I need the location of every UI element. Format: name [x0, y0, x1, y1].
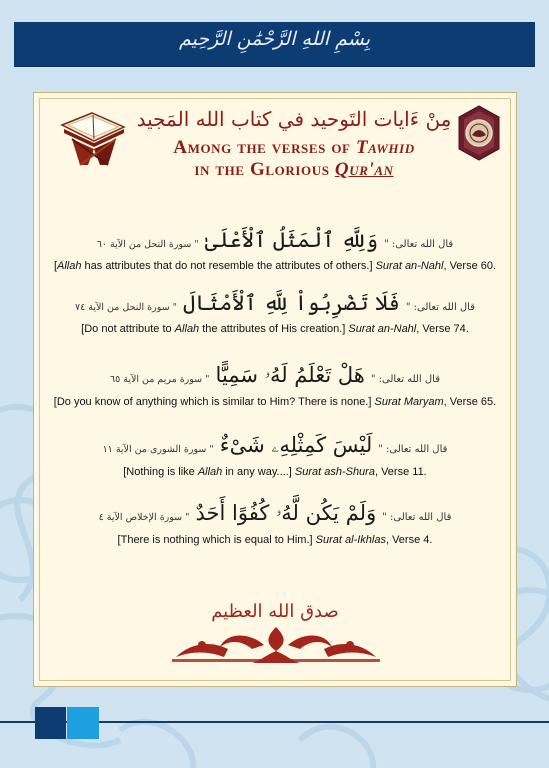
verse-4-en-text: in any way....]	[222, 466, 295, 478]
verse-4-intro: قال الله تعالى: "	[378, 444, 448, 455]
title-english-line1	[173, 137, 415, 158]
verse-2-en-surah: Surat an-Nahl	[348, 323, 417, 335]
basmala-calligraphy: بِسْمِ اللهِ الرَّحْمَٰنِ الرَّحِيم	[179, 28, 370, 50]
verse-1-en-surah: Surat an-Nahl	[375, 260, 444, 272]
verse-1-translation	[34, 260, 516, 272]
verse-1-en-allah: Allah	[57, 260, 82, 272]
title-english-line2	[194, 159, 393, 180]
verse-3-reference: " سورة مريم من الآية ٦٥	[110, 374, 210, 385]
verse-1-intro: قال الله تعالى: "	[384, 239, 454, 250]
title-english-tawhid: Tawhid	[355, 137, 415, 158]
header-band	[14, 22, 535, 66]
verse-3-arabic-line	[34, 363, 516, 388]
verse-block-1	[34, 228, 516, 272]
verse-5-arabic-line	[34, 501, 516, 526]
verse-block-5	[34, 501, 516, 546]
verse-4-en-surah: Surat ash-Shura	[294, 466, 375, 478]
verse-4-arabic: لَيْسَ كَمِثْلِهِۦ شَىْءٌ	[219, 433, 373, 457]
verse-1-en-text: has attributes that do not resemble the attributes of others.]	[81, 260, 376, 272]
verse-3-en-surah: Surat Maryam	[374, 396, 444, 408]
verse-1-reference: " سورة النحل من الآية ٦٠	[96, 239, 199, 250]
verse-4-reference: " سورة الشورى من الآية ١١	[102, 444, 214, 455]
verse-1-arabic: وَلِلَّهِ ٱلْمَثَلُ ٱلْأَعْلَىٰ	[204, 228, 379, 252]
quran-seal-icon	[457, 105, 501, 161]
verse-2-arabic-line	[34, 291, 516, 315]
verse-2-reference: " سورة النحل من الآية ٧٤	[74, 302, 177, 313]
content-card	[33, 92, 517, 687]
footer-navy-square	[35, 707, 66, 739]
verse-1-en-verse: , Verse 60.	[443, 260, 497, 272]
verse-3-intro: قال الله تعالى: "	[370, 374, 440, 385]
verse-5-translation	[34, 534, 516, 546]
verse-1-arabic-line	[34, 228, 516, 252]
title-arabic: مِنْ ءَايات التَوحيد في كتاب الله المَجيد	[136, 107, 452, 131]
verse-3-arabic: هَلْ تَعْلَمُ لَهُۥ سَمِيًّا	[215, 363, 365, 387]
verse-block-2	[34, 291, 516, 335]
title-english-line1-text: Among the verses of	[173, 137, 356, 158]
verse-5-intro: قال الله تعالى: "	[382, 512, 452, 523]
closing-phrase: صدق الله العظيم	[211, 601, 339, 622]
verse-4-en-allah: Allah	[197, 466, 223, 478]
verse-2-en-pre: [Do not attribute to	[81, 323, 175, 335]
floral-ornament-icon	[168, 625, 384, 665]
verse-3-en-text: [Do you know of anything which is similar to Him? There is none.]	[53, 396, 375, 408]
verse-4-arabic-line	[34, 433, 516, 458]
verse-2-en-text: the attributes of His creation.]	[199, 323, 349, 335]
verse-2-arabic: فَلَا تَضْرِبُواْ لِلَّهِ ٱلْأَمْثَالَ	[182, 291, 400, 315]
verse-2-en-allah: Allah	[174, 323, 200, 335]
verse-5-en-surah: Surat al-Ikhlas	[315, 534, 386, 546]
title-english-line2-text: in the Glorious	[194, 159, 335, 180]
title-english-quran: Qur'an	[334, 159, 394, 180]
title-english	[134, 137, 454, 181]
quran-stand-icon	[58, 103, 128, 167]
verse-block-3	[34, 363, 516, 408]
verse-1-en-pre: [	[53, 260, 57, 272]
verse-5-arabic: وَلَمْ يَكُن لَّهُۥ كُفُوًا أَحَدٌ	[195, 501, 377, 525]
verse-4-translation	[34, 466, 516, 478]
verse-2-intro: قال الله تعالى: "	[405, 302, 475, 313]
verse-5-reference: " سورة الإخلاص الآية ٤	[98, 512, 190, 523]
verse-block-4	[34, 433, 516, 478]
verse-5-en-verse: , Verse 4.	[385, 534, 433, 546]
verse-2-translation	[34, 323, 516, 335]
footer-blue-square	[67, 707, 99, 739]
verse-4-en-verse: , Verse 11.	[374, 466, 427, 478]
verse-2-en-verse: , Verse 74.	[416, 323, 469, 335]
verse-3-en-verse: , Verse 65.	[443, 396, 497, 408]
verse-5-en-text: [There is nothing which is equal to Him.]	[117, 534, 316, 546]
verse-4-en-pre: [Nothing is like	[123, 466, 198, 478]
verse-3-translation	[34, 396, 516, 408]
